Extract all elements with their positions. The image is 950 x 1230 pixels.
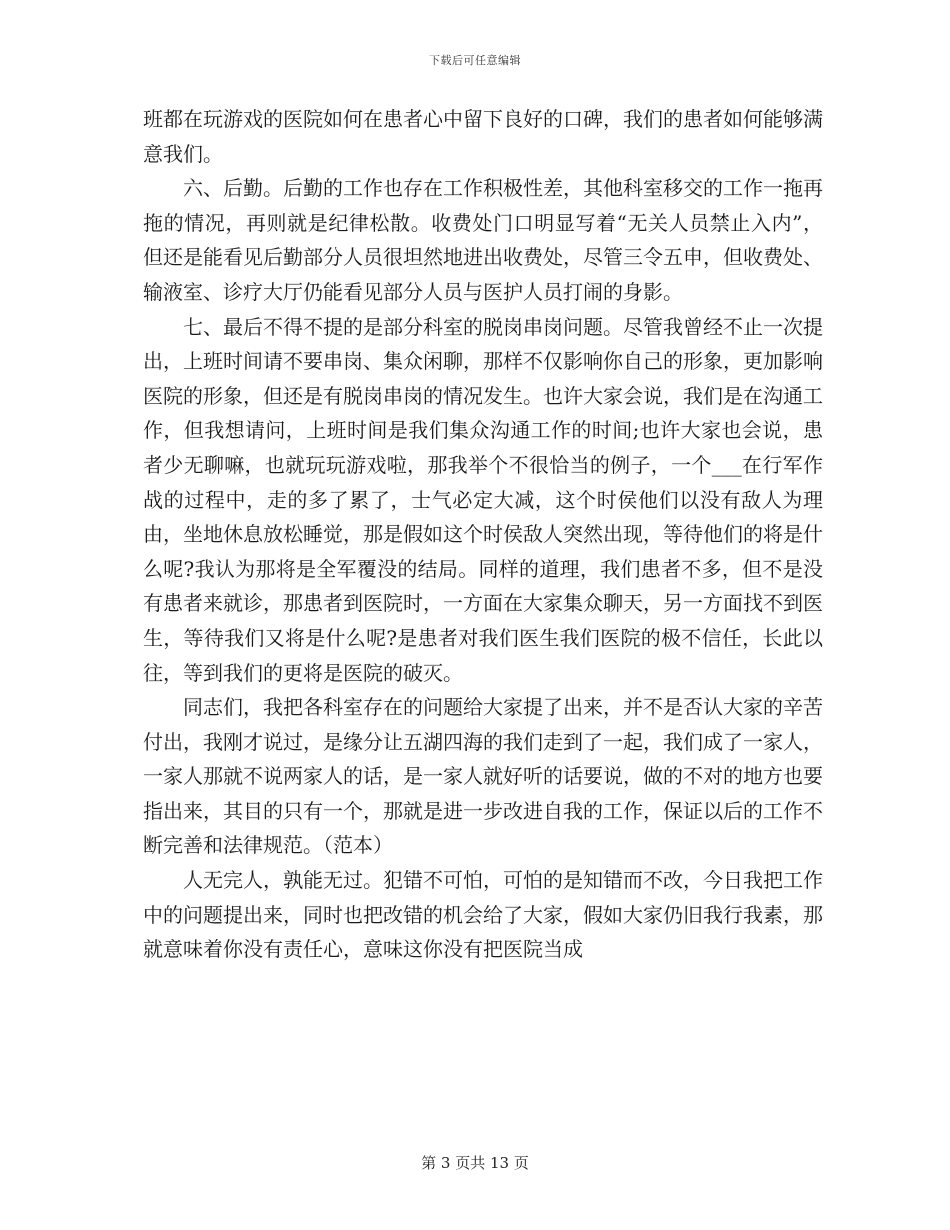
paragraph-absence-issue: 七、最后不得不提的是部分科室的脱岗串岗问题。尽管我曾经不止一次提出，上班时间请不要串岗、集众闲聊，那样不仅影响你自己的形象，更加影响医院的形象，但还是有脱岗串岗的情况发生。也许大家会说，我们是在沟通工作，但我想请问，上班时间是我们集众沟通工作的时间;也许大家也会说，患者少无聊嘛，也就玩玩游戏啦，那我举个不很恰当的例子，一个___在行军作战的过程中，走的多了累了，士气必定大减，这个时侯他们以没有敌人为理由，坐地休息放松睡觉，那是假如这个时侯敌人突然出现，等待他们的将是什么呢?我认为那将是全军覆没的结局。同样的道理，我们患者不多，但不是没有患者来就诊，那患者到医院时，一方面在大家集众聊天，另一方面找不到医生，等待我们又将是什么呢?是患者对我们医生我们医院的极不信任，长此以往，等到我们的更将是医院的破灭。 [143,314,823,685]
paragraph-continued: 班都在玩游戏的医院如何在患者心中留下良好的口碑，我们的患者如何能够满意我们。 [143,107,823,166]
page-footer: 第 3 页共 13 页 [421,1154,529,1172]
document-body [143,102,823,967]
paragraph-logistics: 六、后勤。后勤的工作也存在工作积极性差，其他科室移交的工作一拖再拖的情况，再则就是纪律松散。收费处门口明显写着“无关人员禁止入内”，但还是能看见后勤部分人员很坦然地进出收费处，尽管三令五申，但收费处、输液室、诊疗大厅仍能看见部分人员与医护人员打闹的身影。 [143,176,823,304]
paragraph-conclusion: 人无完人，孰能无过。犯错不可怕，可怕的是知错而不改，今日我把工作中的问题提出来，同时也把改错的机会给了大家，假如大家仍旧我行我素，那就意味着你没有责任心，意味这你没有把医院当成 [143,868,823,962]
paragraph-comrades: 同志们，我把各科室存在的问题给大家提了出来，并不是否认大家的辛苦付出，我刚才说过，是缘分让五湖四海的我们走到了一起，我们成了一家人，一家人那就不说两家人的话，是一家人就好听的话要说，做的不对的地方也要指出来，其目的只有一个，那就是进一步改进自我的工作，保证以后的工作不断完善和法律规范。（范本） [143,695,823,858]
page-header: 下载后可任意编辑 [429,54,521,67]
